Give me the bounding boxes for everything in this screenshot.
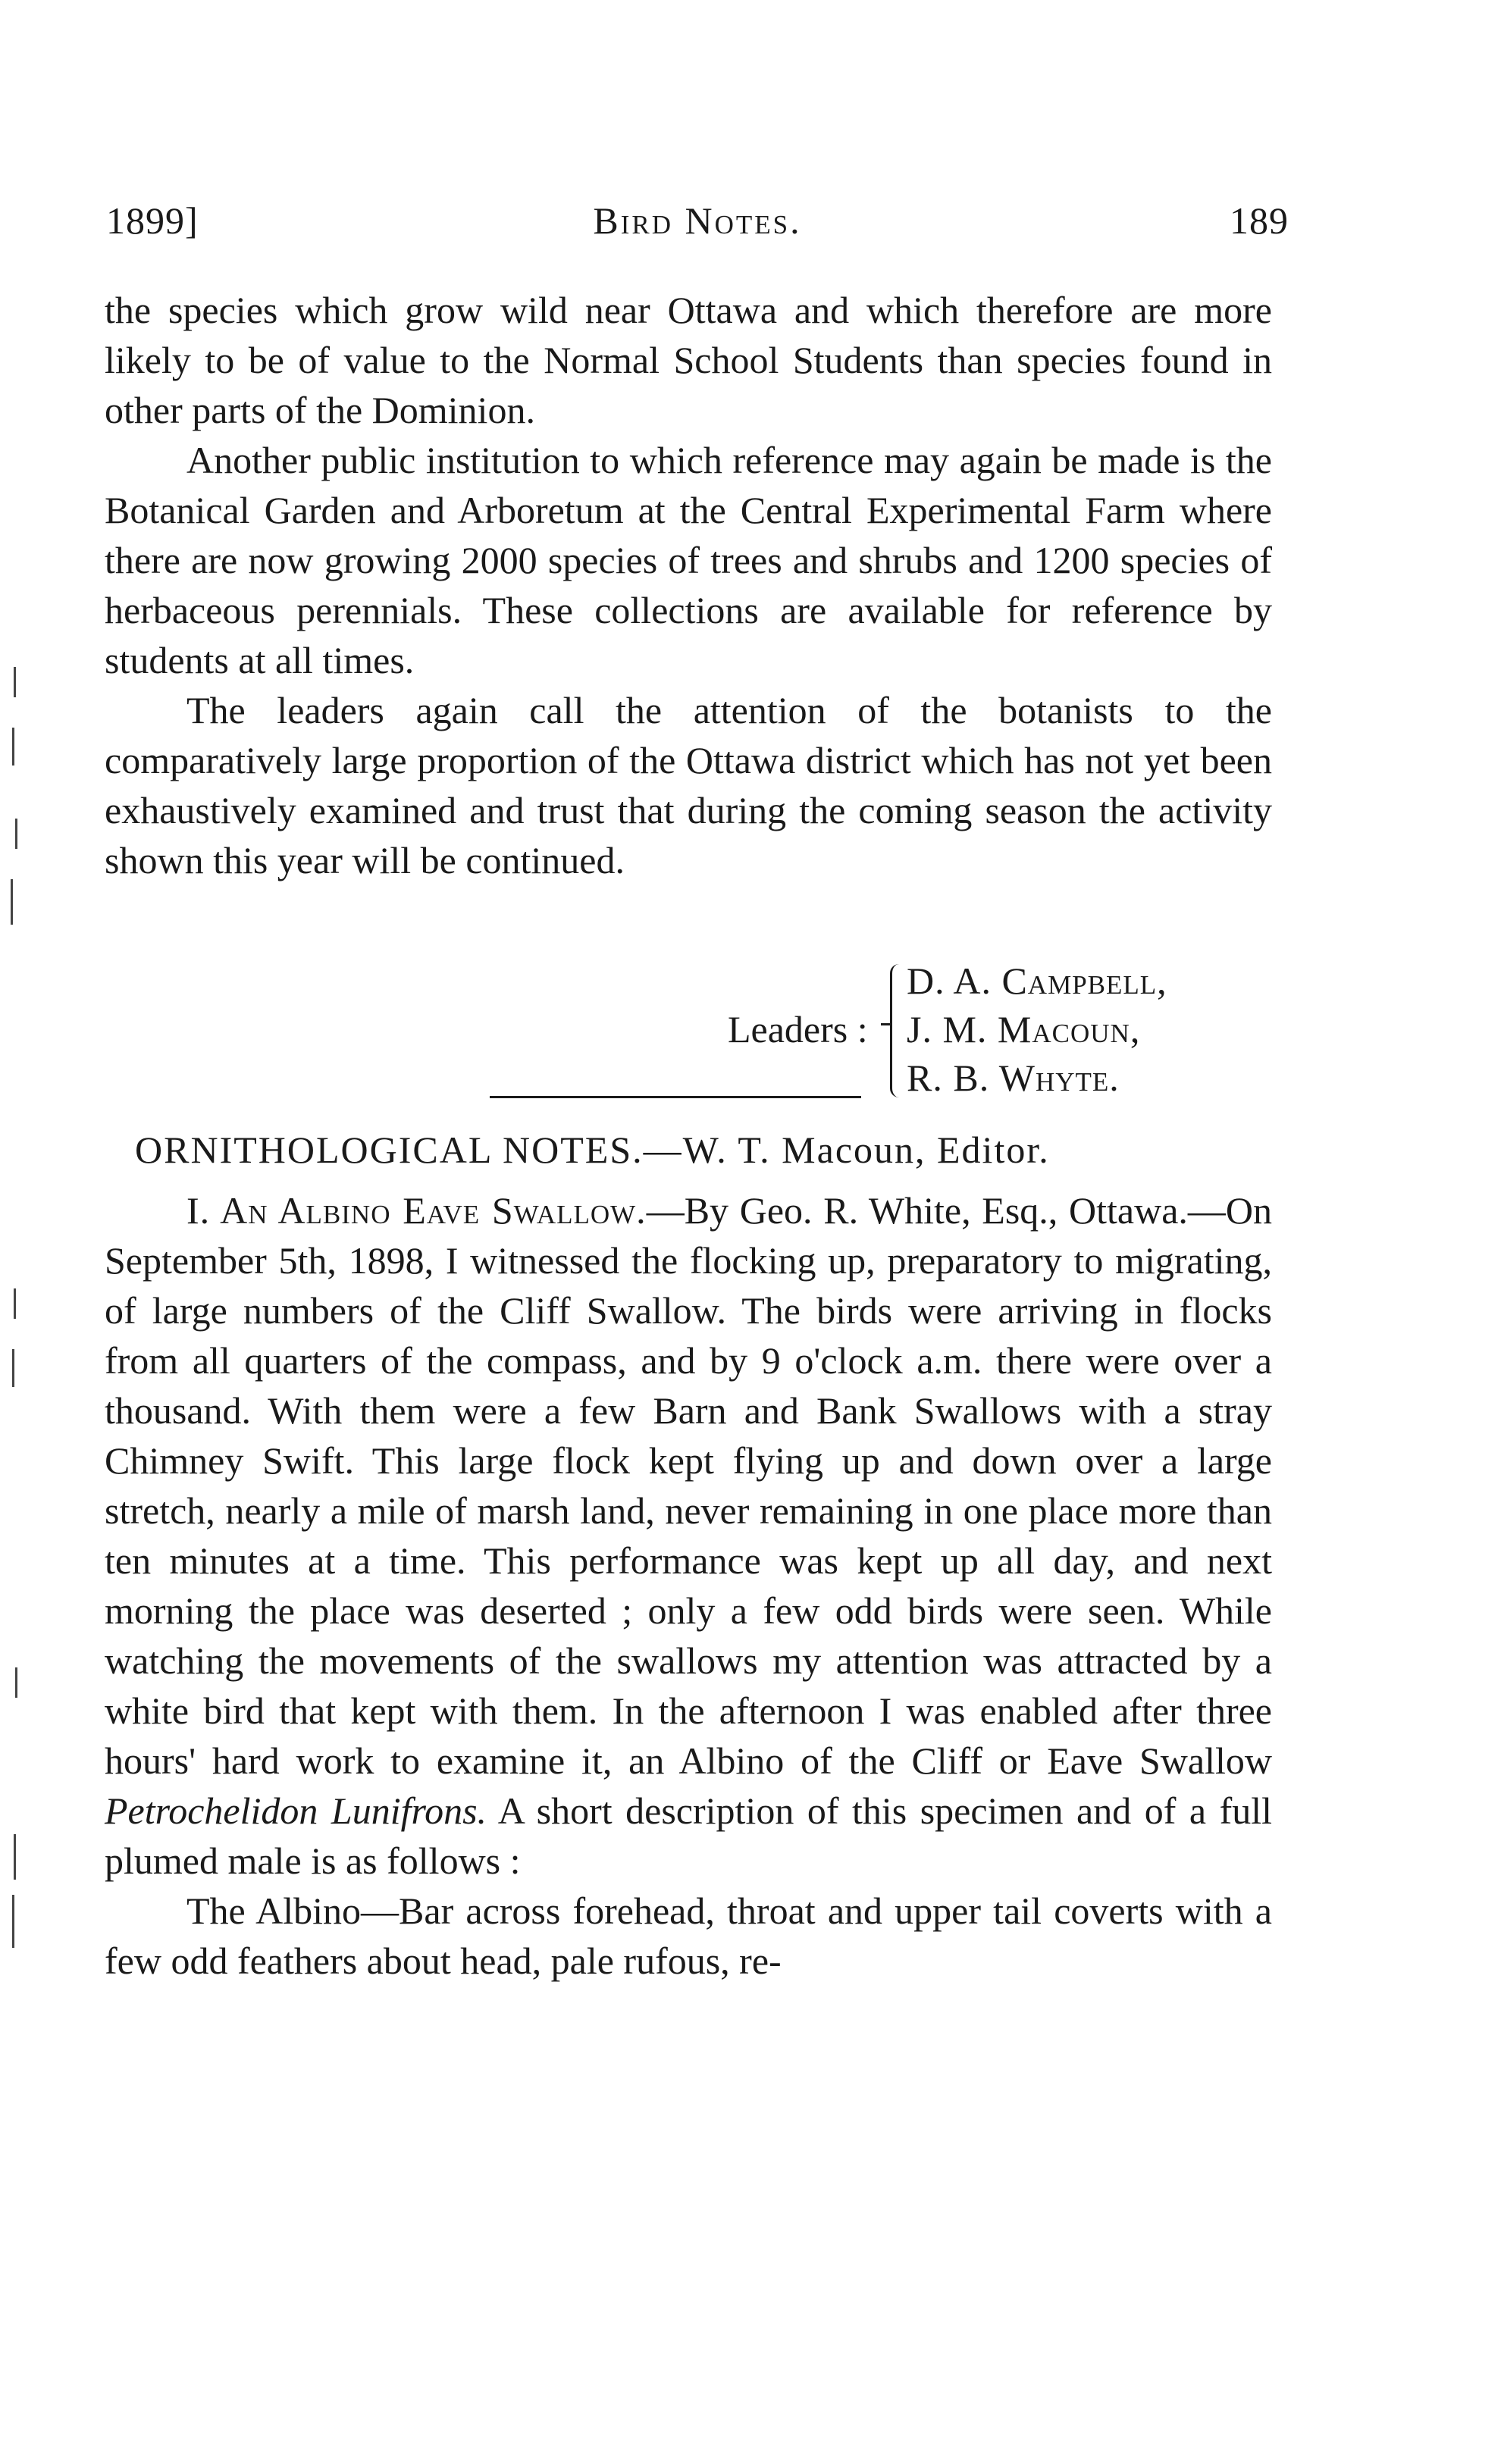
paragraph-1: the species which grow wild near Ottawa and which therefore are more likely to be of value to the Normal School Students than species found in other parts of the Dominion.: [105, 289, 1272, 431]
section-title: ORNITHOLOGICAL NOTES.—W. T. Macoun, Editor.: [135, 1129, 1050, 1171]
paragraph-2: Another public institution to which reference may again be made is the Botanical Garden and Arboretum at the Central Experimental Farm where there are now growing 2000 species of trees and shrubs and 1200 species of herbaceous perennials. These collections are available for reference by students at all times.: [105, 439, 1272, 681]
margin-mark: [12, 728, 14, 765]
leaders-names: [907, 956, 1167, 1102]
paragraph-3: The leaders again call the attention of the botanists to the comparatively large proportion of the Ottawa district which has not yet been exhaustively examined and trust that during the coming season the activity shown this year will be continued.: [105, 689, 1272, 881]
margin-mark: [14, 667, 16, 697]
header-year: 1899]: [106, 199, 199, 242]
margin-mark: [15, 1667, 17, 1698]
scan-margin-marks: [0, 0, 45, 2464]
margin-mark: [14, 1288, 16, 1319]
note-body: —On September 5th, 1898, I witnessed the flocking up, preparatory to migrating, of large numbers of the Cliff Swallow. The birds were arriving in flocks from all quarters of the compass, and by 9 o'clock a.m. there were over a thousand. With them were a few Barn and Bank Swallows with a stray Chimney Swift. This large flock kept flying up and down over a large stretch, nearly a mile of marsh land, never remaining in one place more than ten minutes at a time. This performance was kept up all day, and next morning the place was deserted ; only a few odd birds were seen. While watching the movements of the swallows my attention was attracted by a white bird that kept with them. In the afternoon I was enabled after three hours' hard work to examine it, an Albino of the Cliff or Eave Swallow: [105, 1189, 1273, 1782]
running-header: [106, 199, 1289, 252]
margin-mark: [14, 1834, 16, 1880]
botany-report-text: [105, 285, 1272, 885]
header-page-number: 189: [1230, 199, 1289, 242]
margin-mark: [12, 1349, 14, 1387]
leader-name-1: D. A. Campbell,: [907, 960, 1167, 1002]
header-running-title: Bird Notes.: [593, 199, 802, 242]
leaders-label: Leaders :: [728, 1008, 868, 1050]
note-paragraph-1: [105, 1185, 1272, 1886]
margin-mark: [15, 819, 17, 849]
note-paragraph-2: The Albino—Bar across forehead, throat and upper tail coverts with a few odd feathers about head, pale rufous, re-: [105, 1889, 1272, 1982]
leaders-signature: [728, 956, 1289, 1108]
leader-name-3: R. B. Whyte.: [907, 1057, 1120, 1099]
margin-mark: [12, 1895, 14, 1948]
note-heading: I. An Albino Eave Swallow.: [186, 1189, 647, 1232]
margin-mark: [11, 879, 13, 925]
note-byline: —By Geo. R. White, Esq., Ottawa.: [646, 1189, 1188, 1232]
curly-brace-tip: [881, 1023, 891, 1025]
ornithology-notes-text: [105, 1185, 1272, 1986]
species-name: Petrochelidon Lunifrons.: [105, 1789, 487, 1832]
note-body-tail: A short description of this specimen and of a full plumed male is as follows :: [105, 1789, 1272, 1882]
leader-name-2: J. M. Macoun,: [907, 1008, 1141, 1050]
section-divider: [490, 1096, 861, 1098]
